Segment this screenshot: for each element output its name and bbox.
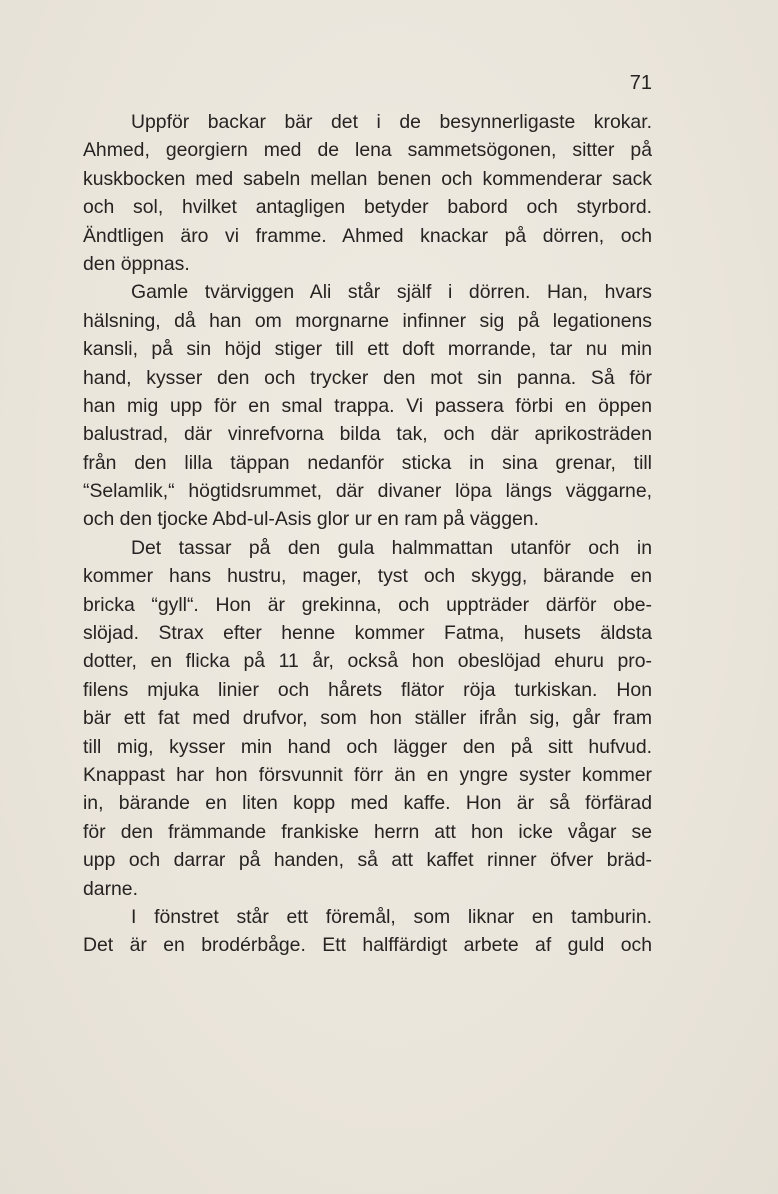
page-number: 71 [629, 72, 652, 94]
text-line: Gamle tvärviggen Ali står själf i dörren. Han, hvars [131, 281, 652, 304]
text-line: balustrad, där vinrefvorna bilda tak, och där aprikosträden [83, 423, 652, 446]
text-line: den öppnas. [83, 252, 190, 275]
text-line: bär ett fat med drufvor, som hon ställer ifrån sig, går fram [83, 707, 652, 730]
text-line: Knappast har hon försvunnit förr än en yngre syster kommer [83, 763, 652, 786]
text-line: kansli, på sin höjd stiger till ett doft morrande, tar nu min [83, 338, 652, 361]
text-line: Det är en brodérbåge. Ett halffärdigt arbete af guld och [83, 934, 652, 957]
text-line: I fönstret står ett föremål, som liknar en tamburin. [131, 905, 652, 928]
text-line: “Selamlik,“ högtidsrummet, där divaner löpa längs väggarne, [83, 480, 652, 503]
text-line: Ahmed, georgiern med de lena sammetsögonen, sitter på [83, 139, 652, 162]
text-line: Uppför backar bär det i de besynnerligaste krokar. [131, 111, 652, 133]
text-line: bricka “gyll“. Hon är grekinna, och uppträder därför obe- [83, 593, 652, 616]
text-line: kommer hans hustru, mager, tyst och skygg, bärande en [83, 565, 652, 588]
text-line: hand, kysser den och trycker den mot sin panna. Så för [83, 366, 652, 389]
text-line: han mig upp för en smal trappa. Vi passera förbi en öppen [83, 394, 652, 417]
text-line: in, bärande en liten kopp med kaffe. Hon är så förfärad [83, 792, 652, 815]
text-line: till mig, kysser min hand och lägger den på sitt hufvud. [83, 735, 652, 758]
text-line: för den främmande frankiske herrn att hon icke vågar se [83, 820, 652, 843]
text-line: slöjad. Strax efter henne kommer Fatma, husets äldsta [83, 622, 652, 645]
body-text [83, 108, 652, 960]
text-line: hälsning, då han om morgnarne infinner sig på legationens [83, 309, 652, 332]
text-line: Ändtligen äro vi framme. Ahmed knackar på dörren, och [83, 224, 652, 247]
text-line: dotter, en flicka på 11 år, också hon obeslöjad ehuru pro- [83, 650, 652, 673]
text-line: filens mjuka linier och hårets flätor röja turkiskan. Hon [83, 678, 652, 701]
text-line: från den lilla täppan nedanför sticka in sina grenar, till [83, 451, 652, 474]
text-line: kuskbocken med sabeln mellan benen och kommenderar sack [83, 167, 652, 190]
text-line: Det tassar på den gula halmmattan utanför och in [131, 536, 652, 559]
text-line: upp och darrar på handen, så att kaffet rinner öfver bräd- [83, 849, 652, 872]
text-line: och den tjocke Abd-ul-Asis glor ur en ram på väggen. [83, 508, 539, 531]
text-line: darne. [83, 877, 138, 900]
text-line: och sol, hvilket antagligen betyder babord och styrbord. [83, 196, 652, 219]
